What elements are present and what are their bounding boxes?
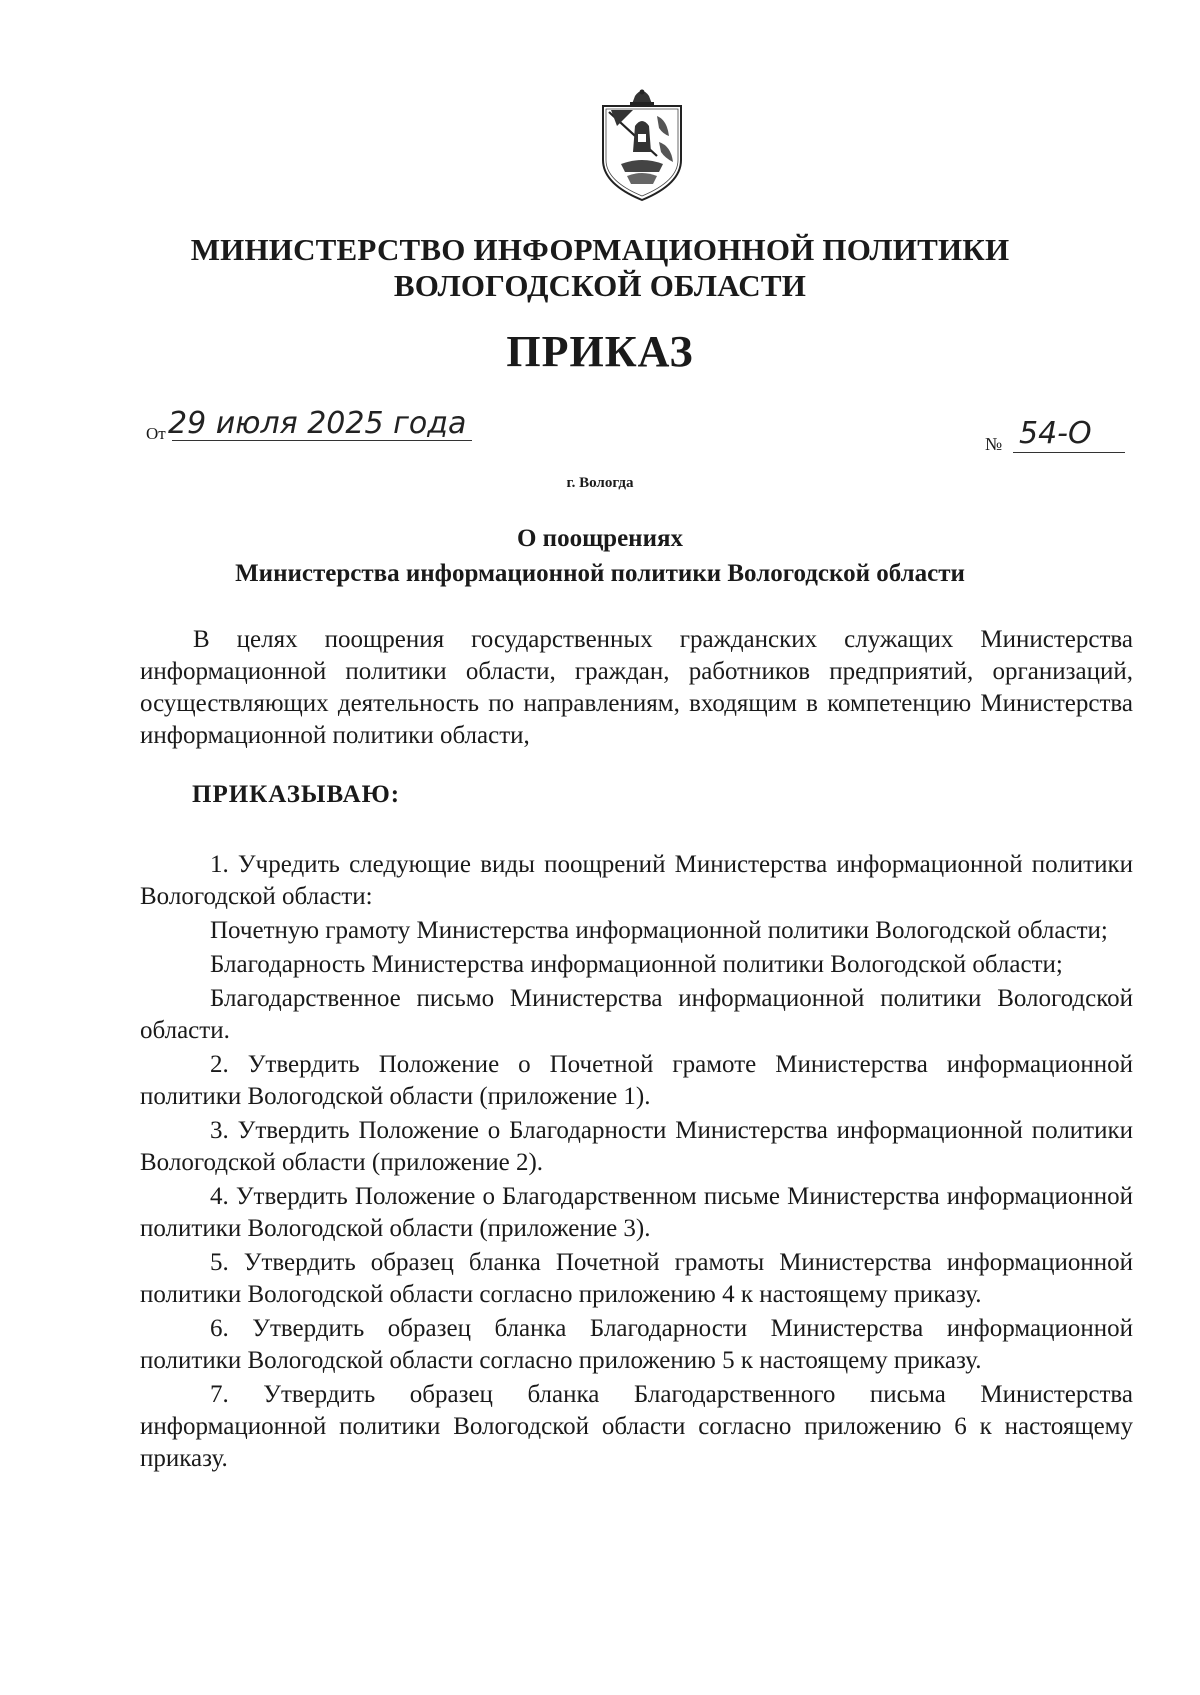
city-label: г. Вологда: [566, 475, 634, 491]
subject-line1: О поощрениях: [516, 525, 684, 552]
decree-heading: ПРИКАЗЫВАЮ:: [192, 781, 401, 808]
date-underline: [172, 440, 472, 441]
document-type-title: ПРИКАЗ: [506, 327, 694, 376]
order-item-2: 2. Утвердить Положение о Почетной грамоте Министерства информационной политики Вологодской области (приложение 1).: [140, 1051, 1133, 1110]
number-underline: [1013, 452, 1125, 453]
award-type-honorary-diploma: Почетную грамоту Министерства информационной политики Вологодской области;: [210, 917, 1108, 944]
intro-section: [140, 624, 1133, 752]
date-prefix: От: [146, 424, 166, 443]
award-type-letter-of-thanks: Благодарственное письмо Министерства информационной политики Вологодской области.: [140, 985, 1133, 1044]
order-item-7: 7. Утвердить образец бланка Благодарственного письма Министерства информационной политики Вологодской области согласно приложению 6 к настоящему приказу.: [140, 1381, 1133, 1472]
order-item-4: 4. Утвердить Положение о Благодарственном письме Министерства информационной политики Вологодской области (приложение 3).: [140, 1183, 1133, 1242]
order-item-1: 1. Учредить следующие виды поощрений Министерства информационной политики Вологодской области:: [140, 851, 1133, 910]
handwritten-date: 29 июля 2025 года: [168, 406, 467, 441]
order-item-6: 6. Утвердить образец бланка Благодарности Министерства информационной политики Вологодской области согласно приложению 5 к настоящему приказу.: [140, 1315, 1133, 1374]
intro-paragraph: В целях поощрения государственных гражданских служащих Министерства информационной политики области, граждан, работников предприятий, организаций, осуществляющих деятельность по направлениям, входящим в компетенцию Министерства информационной политики области,: [140, 626, 1133, 749]
ministry-name-line2: ВОЛОГОДСКОЙ ОБЛАСТИ: [393, 268, 807, 303]
award-type-gratitude: Благодарность Министерства информационной политики Вологодской области;: [210, 951, 1063, 978]
order-items: [140, 849, 1133, 1475]
vologda-coat-of-arms-icon: [597, 86, 687, 204]
ministry-name-line1: МИНИСТЕРСТВО ИНФОРМАЦИОННОЙ ПОЛИТИКИ: [190, 232, 1010, 267]
order-item-3: 3. Утвердить Положение о Благодарности Министерства информационной политики Вологодской области (приложение 2).: [140, 1117, 1133, 1176]
handwritten-number: 54-О: [1019, 416, 1092, 451]
order-item-5: 5. Утвердить образец бланка Почетной грамоты Министерства информационной политики Вологодской области согласно приложению 4 к настоящему приказу.: [140, 1249, 1133, 1308]
number-prefix: №: [985, 434, 1003, 454]
subject-line2: Министерства информационной политики Вологодской области: [235, 560, 965, 587]
